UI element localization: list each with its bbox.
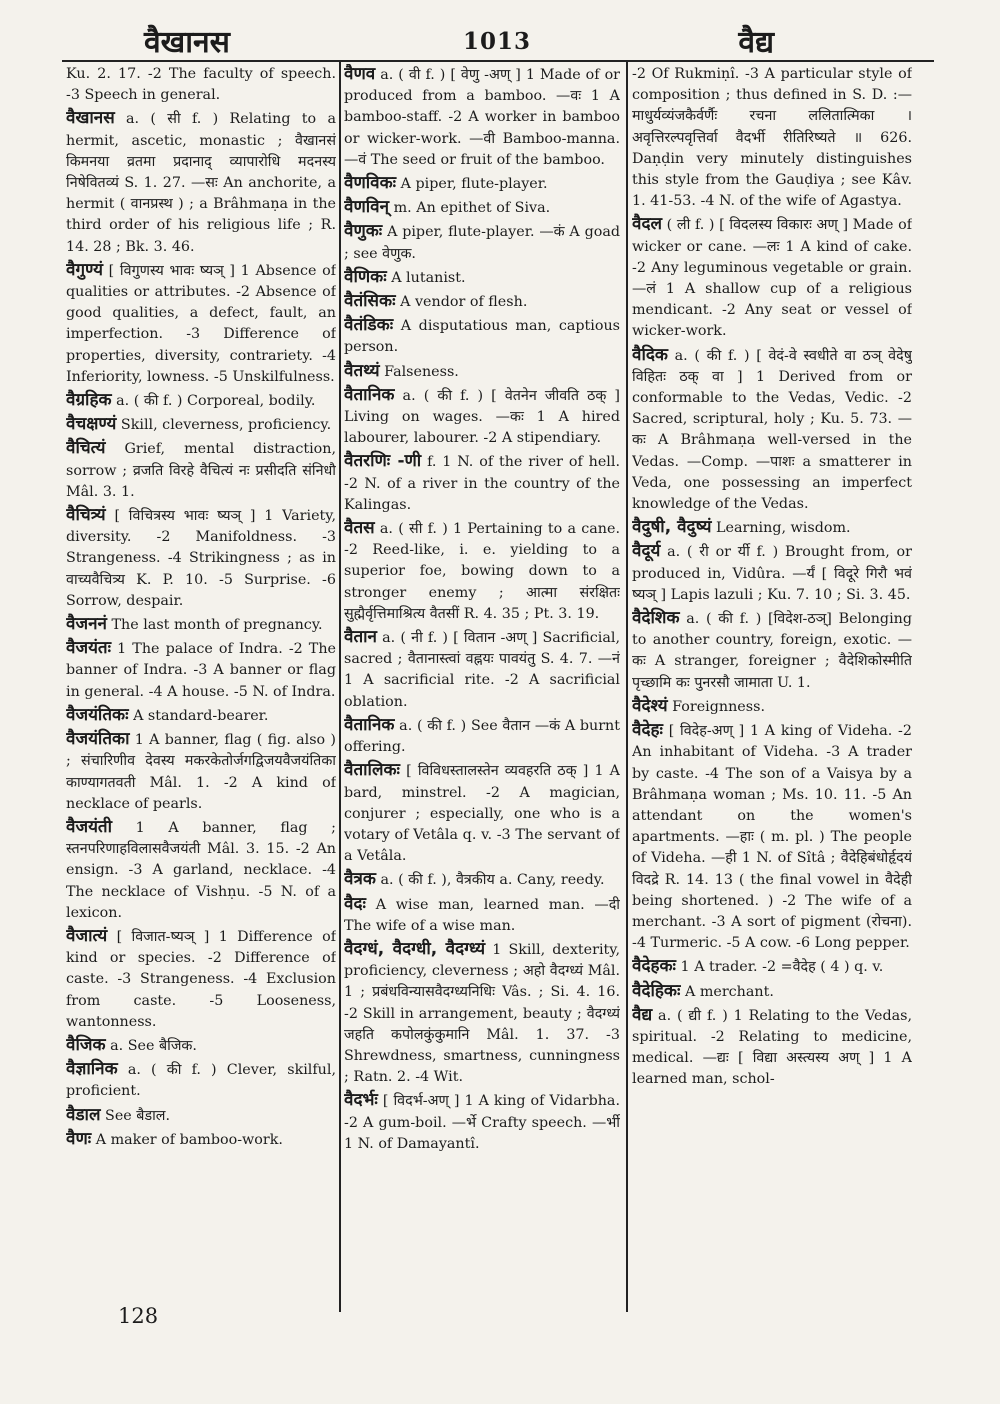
entry-headword: वैतथ्यं: [344, 360, 380, 381]
page-number: 1013: [462, 28, 531, 55]
dictionary-entry: [66, 390, 336, 412]
entry-definition: a. ( की f. ) See वैतान —कं A burnt offering.: [344, 717, 620, 756]
entry-headword: वैतस: [344, 518, 375, 539]
dictionary-entry: [66, 438, 336, 503]
dictionary-entry: [632, 541, 912, 606]
entry-headword: वैत्रक: [344, 869, 376, 890]
header-rule: [62, 60, 934, 62]
entry-definition: 1 Skill, dexterity, proficiency, cleverness ; अहो वैदग्ध्यं Mâl. 1 ; प्रबंधविन्यासवैदग्ध्यनिधिः Vâs. ; Si. 4. 16. -2 Skill in arrangement, beauty ; वैदग्ध्यं जहति कपोलकुंकुमानि Mâl. 1. 37. -3 Shrewdness, smartness, cunningness ; Ratn. 2. -4 Wit.: [344, 941, 620, 1086]
entry-definition: Foreignness.: [672, 698, 765, 715]
dictionary-entry: [344, 197, 620, 219]
entry-definition: [ विचित्रस्य भावः ष्यञ् ] 1 Variety, diversity. -2 Manifoldness. -3 Strangeness. -4 Strikingness ; as in वाच्यवैचित्र्य K. P. 10. -5 Surprise. -6 Sorrow, despair.: [66, 508, 336, 609]
dictionary-entry: [66, 260, 336, 388]
entry-headword: वैदेहकः: [632, 956, 676, 977]
entry-headword: वैणविकः: [344, 173, 397, 194]
entry-definition: a. ( सी f. ) 1 Pertaining to a cane. -2 Reed-like, i. e. yielding to a superior foe, bowing down to a stronger enemy ; आत्मा संरक्षितः सुह्मैर्वृत्तिमाश्रित्य वैतसीं R. 4. 35 ; Pt. 3. 19.: [344, 521, 620, 622]
dictionary-entry: [632, 345, 912, 516]
entry-headword: वैजयंतिका: [66, 729, 130, 750]
entry-headword: वैचित्र्यं: [66, 505, 106, 526]
entry-definition: -2 Of Rukmiṇî. -3 A particular style of composition ; thus defined in S. D. :—माधुर्यव्यंजकैर्वर्णैः रचना ललितात्मिका । अवृत्तिरल्पवृत्तिर्वा वैदर्भी रीतिरिष्यते ॥ 626. Daṇḍin very minutely distinguishes this style from the Gauḍiya ; see Kâv. 1. 41-53. -4 N. of the wife of Agastya.: [632, 66, 912, 210]
dictionary-entry: [66, 614, 336, 636]
right-running-headword: वैद्य: [738, 25, 774, 60]
dictionary-entry: [66, 505, 336, 612]
entry-headword: वैतानिक: [344, 384, 395, 405]
entry-definition: 1 A banner, flag ; स्तनपरिणाहविलासवैजयंती Mâl. 3. 15. -2 An ensign. -3 A garland, necklace. -4 The necklace of Vishṇu. -5 N. of a lexicon.: [66, 819, 336, 921]
dictionary-entry: [632, 64, 912, 212]
entry-headword: वैदेहः: [632, 720, 663, 741]
dictionary-entry: [344, 267, 620, 289]
dictionary-entry: [632, 720, 912, 954]
column-divider: [626, 62, 628, 1312]
entry-definition: Skill, cleverness, proficiency.: [120, 417, 332, 434]
dictionary-entry: [344, 315, 620, 358]
entry-definition: 1 A banner, flag ( fig. also ) ; संचारिणीव देवस्य मकरकेतोर्जगद्विजयवैजयंतिका काण्यागतवती Mâl. 1. -2 A kind of necklace of pearls.: [66, 732, 336, 812]
entry-headword: वैखानस: [66, 108, 115, 129]
dictionary-entry: [344, 760, 620, 867]
entry-definition: ( ली f. ) [ विदलस्य विकारः अण् ] Made of wicker or cane. —लः 1 A kind of cake. -2 Any leguminous vegetable or grain. —लं 1 A shallow cup of a religious mendicant. -2 Any seat or vessel of wicker-work.: [632, 217, 912, 340]
dictionary-entry: [344, 627, 620, 713]
entry-definition: A wise man, learned man. —दी The wife of a wise man.: [344, 896, 620, 934]
entry-headword: वैदूर्य: [632, 541, 661, 562]
entry-headword: वैडाल: [66, 1104, 101, 1125]
entry-definition: a. ( की f. ) [विदेश-ठञ्] Belonging to another country, foreign, exotic. —कः A stranger, foreigner ; वैदेशिकोस्मीति पृच्छामि कः पुनरसौ जामाता U. 1.: [632, 611, 912, 691]
entry-definition: Falseness.: [384, 363, 459, 380]
dictionary-entry: [66, 108, 336, 257]
entry-definition: A piper, flute-player. —कं A goad ; see वेणुक.: [344, 224, 620, 262]
entry-headword: वैतंडिकः: [344, 315, 394, 336]
page-header: [62, 18, 932, 62]
entry-definition: A disputatious man, captious person.: [344, 318, 620, 356]
entry-definition: a. ( नी f. ) [ वितान -अण् ] Sacrificial, sacred ; वैतानास्त्वां वह्नयः पावयंतु S. 4. 7. —नं 1 A sacrificial rite. -2 A sacrificial oblation.: [344, 630, 620, 710]
entry-definition: [ विविधस्तालस्तेन व्यवहरति ठक् ] 1 A bard, minstrel. -2 A magician, conjurer ; especially, one who is a votary of Vetâla q. v. -3 The servant of a Vetâla.: [344, 763, 620, 865]
entry-headword: वैतंसिकः: [344, 291, 396, 312]
entry-definition: a. ( की f. ) [ वेदं-वे स्वधीते वा ठञ् वेदेषु विहितः ठक् वा ] 1 Derived from or conformable to the Vedas, Vedic. -2 Sacred, scriptural, holy ; Ku. 5. 73. —कः A Brâhmaṇa well-versed in the Vedas. —Comp. —पाशः a smatterer in Veda, one possessing an imperfect knowledge of the Vedas.: [632, 347, 912, 513]
entry-headword: वैतान: [344, 627, 377, 648]
entry-headword: वैजात्यं: [66, 925, 108, 946]
dictionary-entry: [632, 1005, 912, 1091]
dictionary-entry: [66, 705, 336, 727]
entry-headword: वैज्ञानिक: [66, 1059, 118, 1080]
entry-headword: वैणः: [66, 1128, 92, 1149]
dictionary-entry: [66, 638, 336, 703]
column-2: [344, 64, 620, 1310]
dictionary-entry: [632, 517, 912, 539]
entry-definition: a. ( की f. ) Corporeal, bodily.: [116, 393, 316, 410]
entry-headword: वैदल: [632, 214, 663, 235]
dictionary-entry: [66, 1035, 336, 1057]
entry-headword: वैतानिक: [344, 714, 395, 735]
dictionary-entry: [66, 729, 336, 815]
entry-definition: a. ( द्यी f. ) 1 Relating to the Vedas, spiritual. -2 Relating to medicine, medical. —द्यः [ विद्या अस्त्यस्य अण् ] 1 A learned man, schol-: [632, 1007, 912, 1088]
entry-headword: वैदग्धं, वैदग्धी, वैदग्ध्यं: [344, 938, 486, 959]
entry-headword: वैदेशिक: [632, 608, 680, 629]
dictionary-entry: [66, 1129, 336, 1151]
dictionary-entry: [66, 1105, 336, 1127]
entry-headword: वैणिकः: [344, 266, 387, 287]
left-running-headword: वैखानस: [144, 25, 230, 60]
entry-definition: a. ( की f. ) Clever, skilful, proficient.: [66, 1062, 336, 1100]
signature-mark: 128: [118, 1304, 159, 1328]
entry-headword: वैजयंतिकः: [66, 704, 129, 725]
entry-definition: m. An epithet of Siva.: [393, 200, 551, 217]
entry-headword: वैदुषी, वैदुष्यं: [632, 517, 712, 538]
entry-definition: a. ( री or र्यी f. ) Brought from, or produced in, Vidûra. —र्यं [ विदूरे गिरौ भवं ष्यञ् ] Lapis lazuli ; Ku. 7. 10 ; Si. 3. 45.: [632, 544, 912, 603]
entry-definition: f. 1 N. of the river of hell. -2 N. of a river in the country of the Kalingas.: [344, 454, 620, 513]
entry-definition: A lutanist.: [391, 269, 466, 286]
entry-definition: Grief, mental distraction, sorrow ; व्रजति विरहे वैचित्यं नः प्रसीदति संनिधौ Mâl. 3. 1.: [66, 441, 336, 500]
dictionary-entry: [344, 518, 620, 625]
dictionary-entry: [66, 414, 336, 436]
entry-headword: वैचक्षण्यं: [66, 414, 117, 435]
entry-definition: [ विजात-ष्यञ् ] 1 Difference of kind or species. -2 Difference of caste. -3 Strangeness. -4 Exclusion from caste. -5 Looseness, wantonness.: [66, 928, 336, 1030]
dictionary-entry: [632, 981, 912, 1003]
entry-headword: वैणविन्: [344, 197, 390, 218]
entry-headword: वैणव: [344, 64, 376, 84]
dictionary-entry: [632, 608, 912, 694]
entry-definition: A piper, flute-player.: [400, 176, 548, 193]
entry-definition: Learning, wisdom.: [716, 520, 851, 537]
entry-definition: Ku. 2. 17. -2 The faculty of speech. -3 Speech in general.: [66, 66, 336, 104]
dictionary-entry: [344, 451, 620, 516]
entry-definition: A standard-bearer.: [133, 707, 269, 724]
dictionary-entry: [66, 64, 336, 106]
column-1: [66, 64, 336, 1310]
entry-definition: [ विगुणस्य भावः ष्यञ् ] 1 Absence of qualities or attributes. -2 Absence of good qualities, a defect, fault, an imperfection. -3 Difference of properties, diversity, contrariety. -4 Inferiority, lowness. -5 Unskilfulness.: [66, 262, 336, 385]
entry-headword: वैजननं: [66, 614, 107, 635]
dictionary-entry: [344, 221, 620, 264]
dictionary-entry: [632, 956, 912, 978]
entry-definition: a. ( की f. ), वैत्रकीय a. Cany, reedy.: [380, 872, 605, 889]
entry-definition: A maker of bamboo-work.: [95, 1131, 283, 1148]
entry-definition: 1 A trader. -2 =वैदेह ( 4 ) q. v.: [680, 959, 884, 976]
dictionary-entry: [344, 385, 620, 450]
dictionary-entry: [632, 214, 912, 342]
entry-definition: a. ( की f. ) [ वेतनेन जीवति ठक् ] Living on wages. —कः 1 A hired labourer, labourer. -2 A stipendiary.: [344, 387, 620, 447]
entry-definition: a. ( वी f. ) [ वेणु -अण् ] 1 Made of or produced from a bamboo. —वः 1 A bamboo-staff. -2 A worker in bamboo or wicker-work. —वी Bamboo-manna. —वं The seed or fruit of the bamboo.: [344, 67, 620, 168]
entry-definition: [ विदेह-अण् ] 1 A king of Videha. -2 An inhabitant of Videha. -3 A trader by caste. -4 The son of a Vaisya by a Brâhmaṇa woman ; Ms. 10. 11. -5 An attendant on the women's apartments. —हाः ( m. pl. ) The people of Videha. —ही 1 N. of Sîtâ ; वैदेहिबंधोर्हृदयं विदद्रे R. 14. 13 ( the final vowel in वैदेही being shortened. ) -2 The wife of a merchant. -3 A sort of pigment (रोचना). -4 Turmeric. -5 A cow. -6 Long pepper.: [632, 723, 912, 952]
dictionary-entry: [344, 291, 620, 313]
entry-headword: वैजयंतः: [66, 638, 112, 659]
dictionary-entry: [344, 361, 620, 383]
entry-headword: वैदर्भः: [344, 1090, 378, 1111]
dictionary-entry: [344, 64, 620, 171]
dictionary-entry: [344, 173, 620, 195]
entry-headword: वैदिक: [632, 344, 668, 365]
dictionary-entry: [632, 696, 912, 718]
entry-definition: a. See बैजिक.: [110, 1037, 197, 1054]
entry-definition: [ विदर्भ-अण् ] 1 A king of Vidarbha. -2 A gum-boil. —र्भे Crafty speech. —र्भी 1 N. of Damayantî.: [344, 1093, 620, 1152]
dictionary-entry: [66, 1059, 336, 1102]
entry-headword: वैदेहिकः: [632, 980, 681, 1001]
entry-definition: A vendor of flesh.: [400, 294, 528, 311]
entry-headword: वैजयंती: [66, 816, 113, 837]
entry-headword: वैतालिकः: [344, 760, 400, 781]
entry-headword: वैणुकः: [344, 221, 383, 242]
dictionary-entry: [66, 817, 336, 924]
entry-headword: वैदेश्यं: [632, 695, 668, 716]
entry-definition: A merchant.: [684, 983, 774, 1000]
entry-definition: See बैडाल.: [105, 1107, 171, 1124]
entry-definition: a. ( सी f. ) Relating to a hermit, ascetic, monastic ; वैखानसं किमनया व्रतमा प्रदानाद् व्यापारोधि मदनस्य निषेवितव्यं S. 1. 27. —सः An anchorite, a hermit ( वानप्रस्थ ) ; a Brâhmaṇa in the third order of his religious life ; R. 14. 28 ; Bk. 3. 46.: [66, 111, 336, 255]
dictionary-entry: [66, 926, 336, 1033]
dictionary-entry: [344, 869, 620, 891]
entry-definition: 1 The palace of Indra. -2 The banner of Indra. -3 A banner or flag in general. -4 A house. -5 N. of Indra.: [66, 641, 336, 700]
entry-headword: वैद्य: [632, 1004, 653, 1025]
dictionary-entry: [344, 894, 620, 937]
entry-headword: वैगुण्यं: [66, 259, 103, 280]
column-divider: [339, 62, 341, 1312]
entry-headword: वैचित्यं: [66, 438, 106, 459]
entry-headword: वैजिक: [66, 1034, 106, 1055]
column-3: [632, 64, 912, 1310]
dictionary-entry: [344, 1090, 620, 1155]
dictionary-entry: [344, 715, 620, 758]
entry-headword: वैदः: [344, 893, 366, 914]
entry-definition: The last month of pregnancy.: [111, 617, 323, 634]
dictionary-entry: [344, 939, 620, 1088]
entry-headword: वैतरणिः -णी: [344, 451, 422, 472]
entry-headword: वैग्रहिक: [66, 390, 112, 411]
